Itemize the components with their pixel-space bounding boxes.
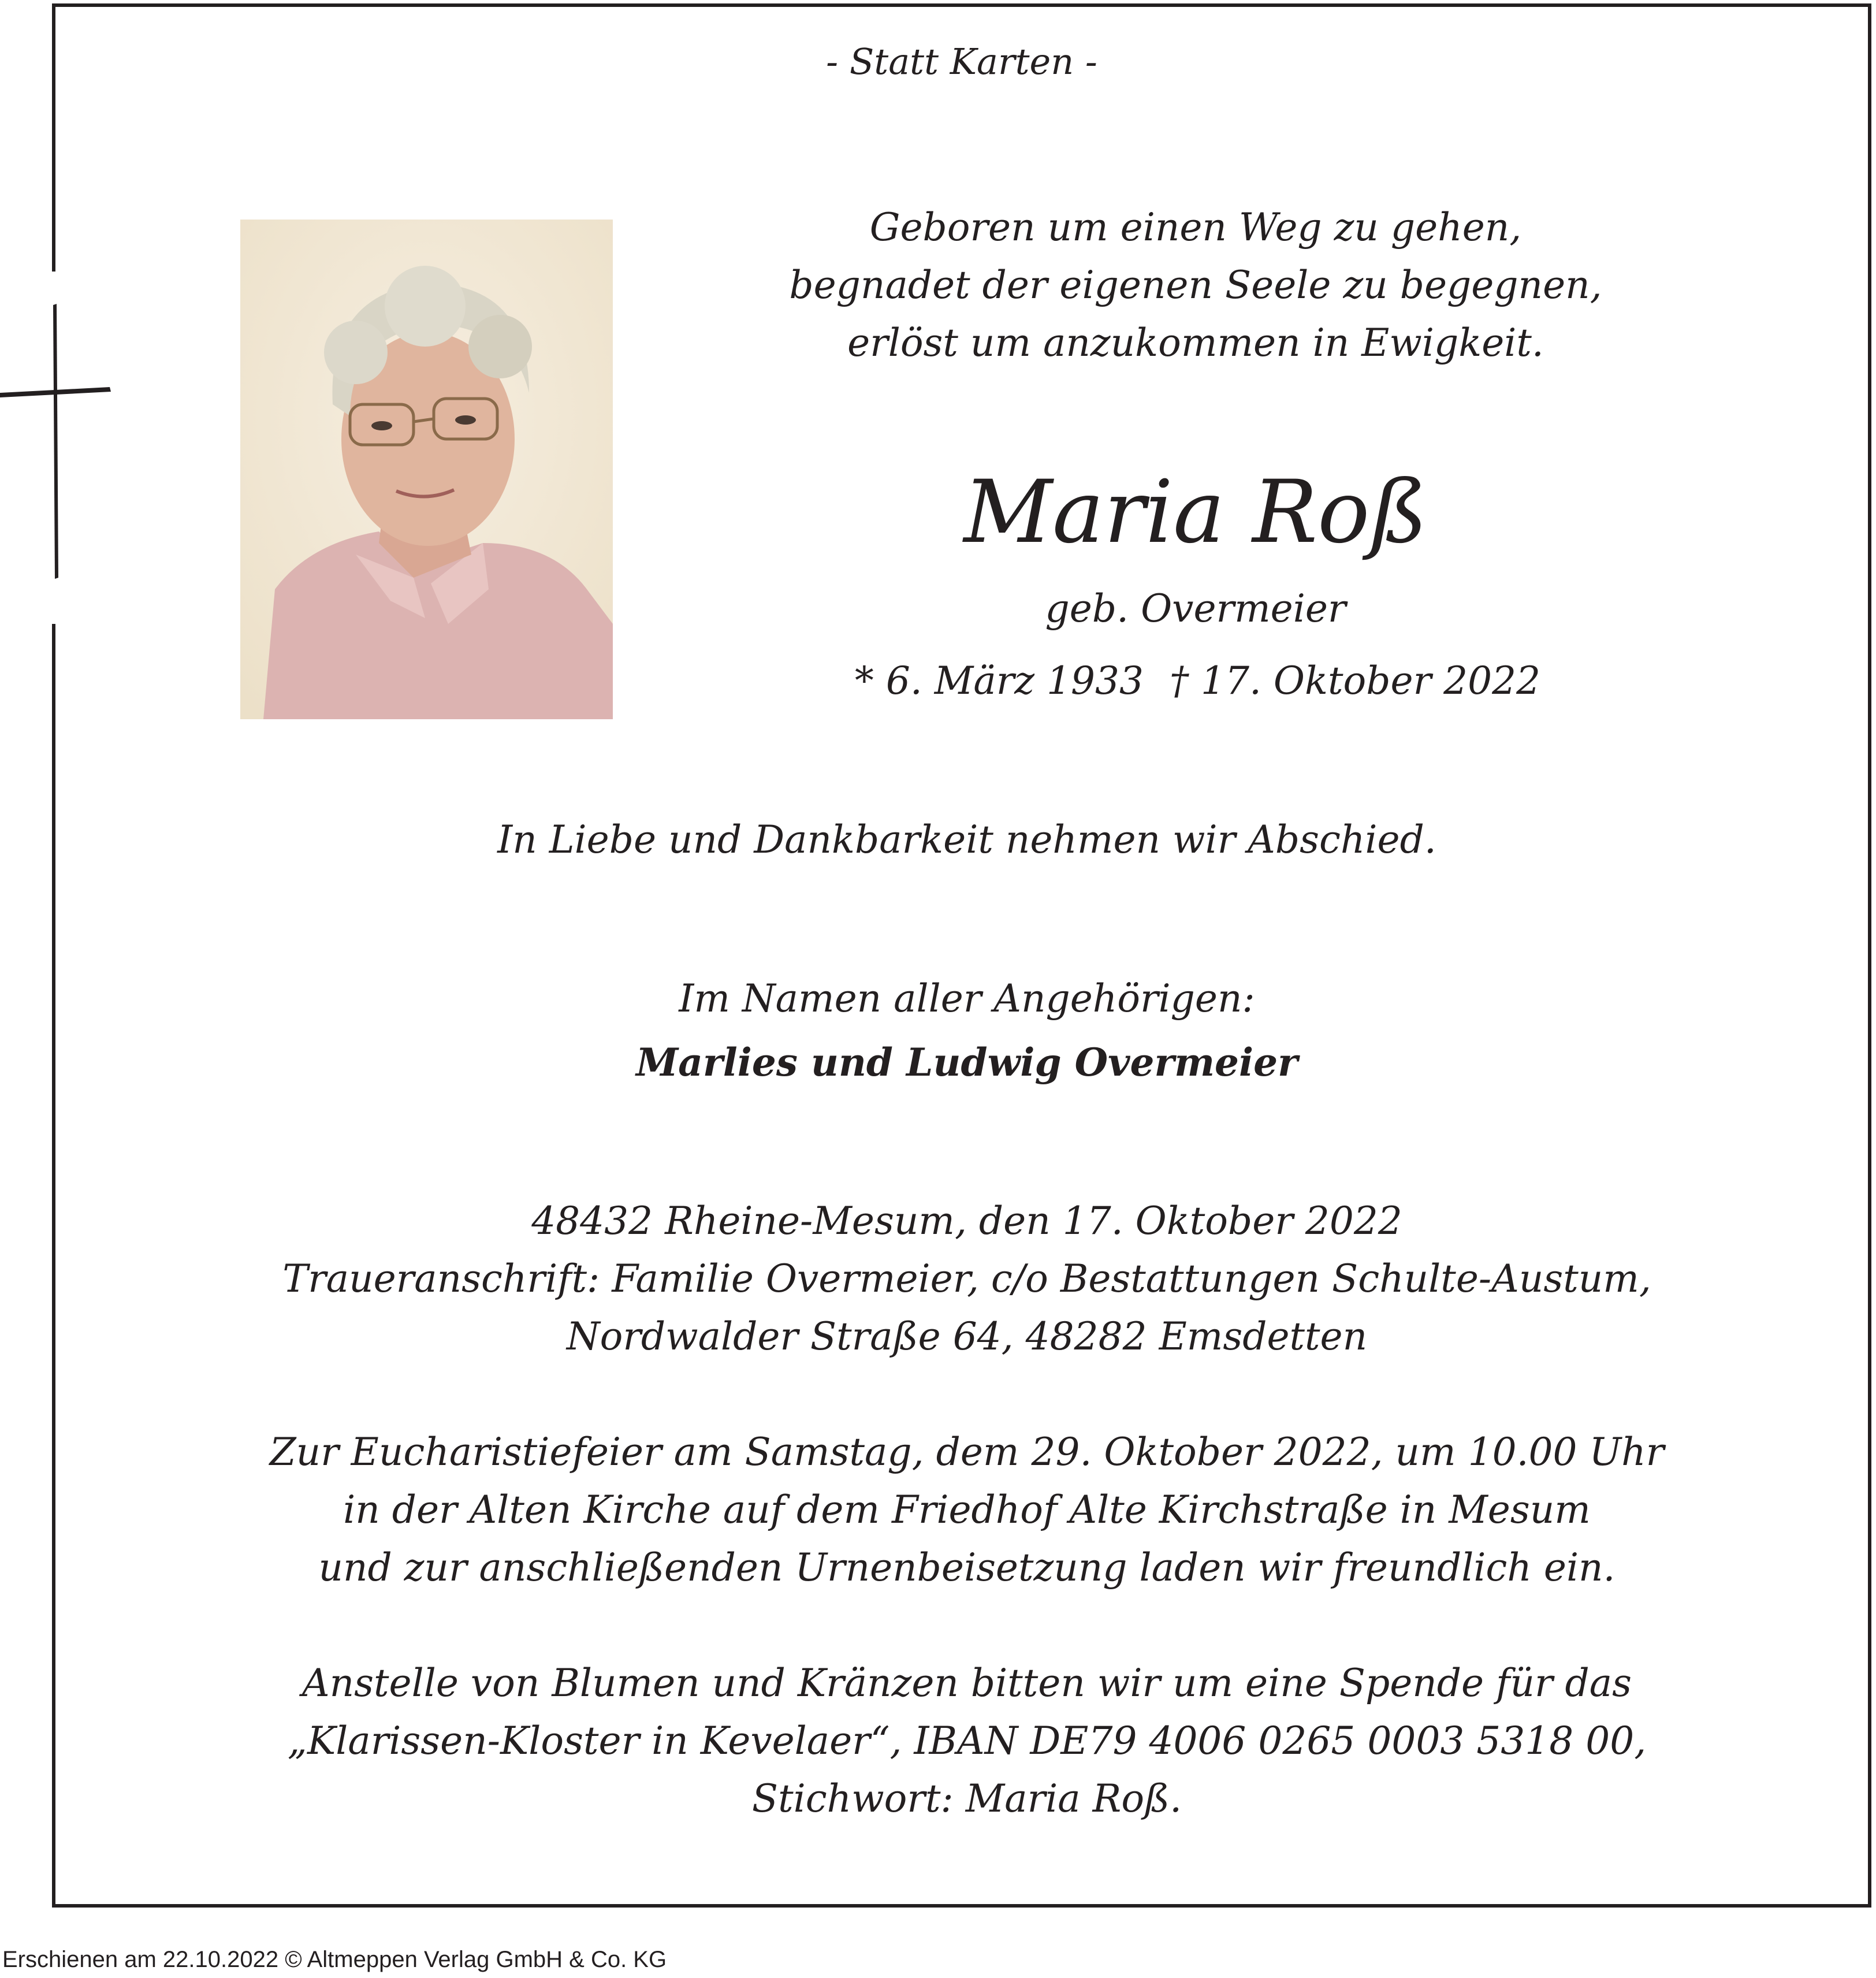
mourners-intro: Im Namen aller Angehörigen: [679,976,1255,1021]
cross-icon [0,300,116,589]
donation-line-2: „Klarissen-Kloster in Kevelaer“, IBAN DE79 4006 0265 0003 5318 00, [287,1719,1647,1763]
statt-karten: - Statt Karten - [826,40,1097,83]
deceased-name: Maria Roß [963,462,1428,563]
service-line-1: Zur Eucharistiefeier am Samstag, dem 29. Oktober 2022, um 10.00 Uhr [269,1430,1665,1474]
address-line-1: 48432 Rheine-Mesum, den 17. Oktober 2022 [531,1199,1402,1243]
poem-line-1: Geboren um einen Weg zu gehen, [869,205,1522,250]
maiden-name: geb. Overmeier [1045,586,1346,631]
portrait-photo [240,220,613,719]
farewell-text: In Liebe und Dankbarkeit nehmen wir Abschied. [497,817,1436,862]
donation-line-3: Stichwort: Maria Roß. [751,1776,1182,1821]
poem-line-3: erlöst um anzukommen in Ewigkeit. [847,321,1544,365]
service-line-2: in der Alten Kirche auf dem Friedhof Alte Kirchstraße in Mesum [343,1488,1591,1532]
donation-line-1: Anstelle von Blumen und Kränzen bitten wir um eine Spende für das [302,1661,1632,1705]
address-line-2: Traueranschrift: Familie Overmeier, c/o Bestattungen Schulte-Austum, [282,1256,1651,1301]
publication-footer: Erschienen am 22.10.2022 © Altmeppen Verlag GmbH & Co. KG [2,1947,667,1972]
death-date: † 17. Oktober 2022 [1170,659,1541,703]
service-line-3: und zur anschließenden Urnenbeisetzung laden wir freundlich ein. [318,1545,1616,1590]
poem-line-2: begnadet der eigenen Seele zu begegnen, [789,263,1602,307]
mourners-names: Marlies und Ludwig Overmeier [636,1040,1298,1085]
birth-date: * 6. März 1933 [854,659,1144,703]
address-line-3: Nordwalder Straße 64, 48282 Emsdetten [566,1314,1368,1359]
